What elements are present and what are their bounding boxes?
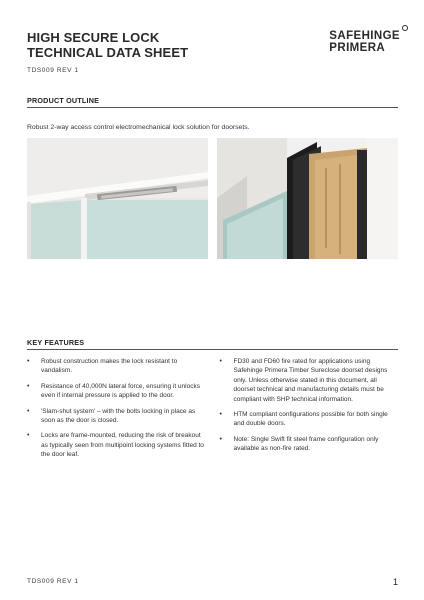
product-outline-divider: [27, 107, 398, 108]
footer-document-reference: TDS009 REV 1: [27, 578, 79, 585]
title-line-2: TECHNICAL DATA SHEET: [27, 45, 189, 60]
feature-item: • Locks are frame-mounted, reducing the risk of breakout as typically seen from multipoint locking systems fitted to the door leaf.: [27, 431, 206, 459]
feature-item: • Resistance of 40,000N lateral force, ensuring it unlocks even if internal pressure is applied to the door.: [27, 382, 206, 401]
feature-item: • Note: Single Swift fit steel frame configuration only available as non-fire rated.: [220, 435, 399, 454]
key-features-list: [27, 357, 398, 466]
key-features-divider: [27, 349, 398, 350]
title-line-1: HIGH SECURE LOCK: [27, 30, 160, 45]
feature-item: • FD30 and FD60 fire rated for applications using Safehinge Primera Timber Sureclose doorset designs only. Unless otherwise stated in this document, all doorset technical and manufacturing details must be compliant with SHP technical information.: [220, 357, 399, 404]
product-outline-intro: Robust 2-way access control electromechanical lock solution for doorsets.: [27, 124, 250, 131]
features-left-column: [27, 357, 206, 466]
feature-item: • 'Slam-shut system' – with the bolts locking in place as soon as the door is closed.: [27, 407, 206, 426]
logo-line-1: SAFEHINGE: [329, 30, 400, 42]
frame-mounted-lock-photo: [27, 138, 208, 259]
logo-line-2: PRIMERA: [329, 42, 386, 54]
key-features-heading: KEY FEATURES: [27, 338, 85, 347]
open-door-lock-photo: [217, 138, 398, 259]
product-outline-heading: PRODUCT OUTLINE: [27, 96, 100, 105]
logo-mark-icon: [402, 25, 408, 31]
page-number: 1: [392, 577, 398, 587]
feature-item: • Robust construction makes the lock resistant to vandalism.: [27, 357, 206, 376]
document-reference: TDS009 REV 1: [27, 67, 79, 74]
feature-item: • HTM compliant configurations possible for both single and double doors.: [220, 410, 399, 429]
brand-logo: [329, 30, 400, 54]
features-right-column: [220, 357, 399, 466]
page-header: [27, 30, 400, 78]
